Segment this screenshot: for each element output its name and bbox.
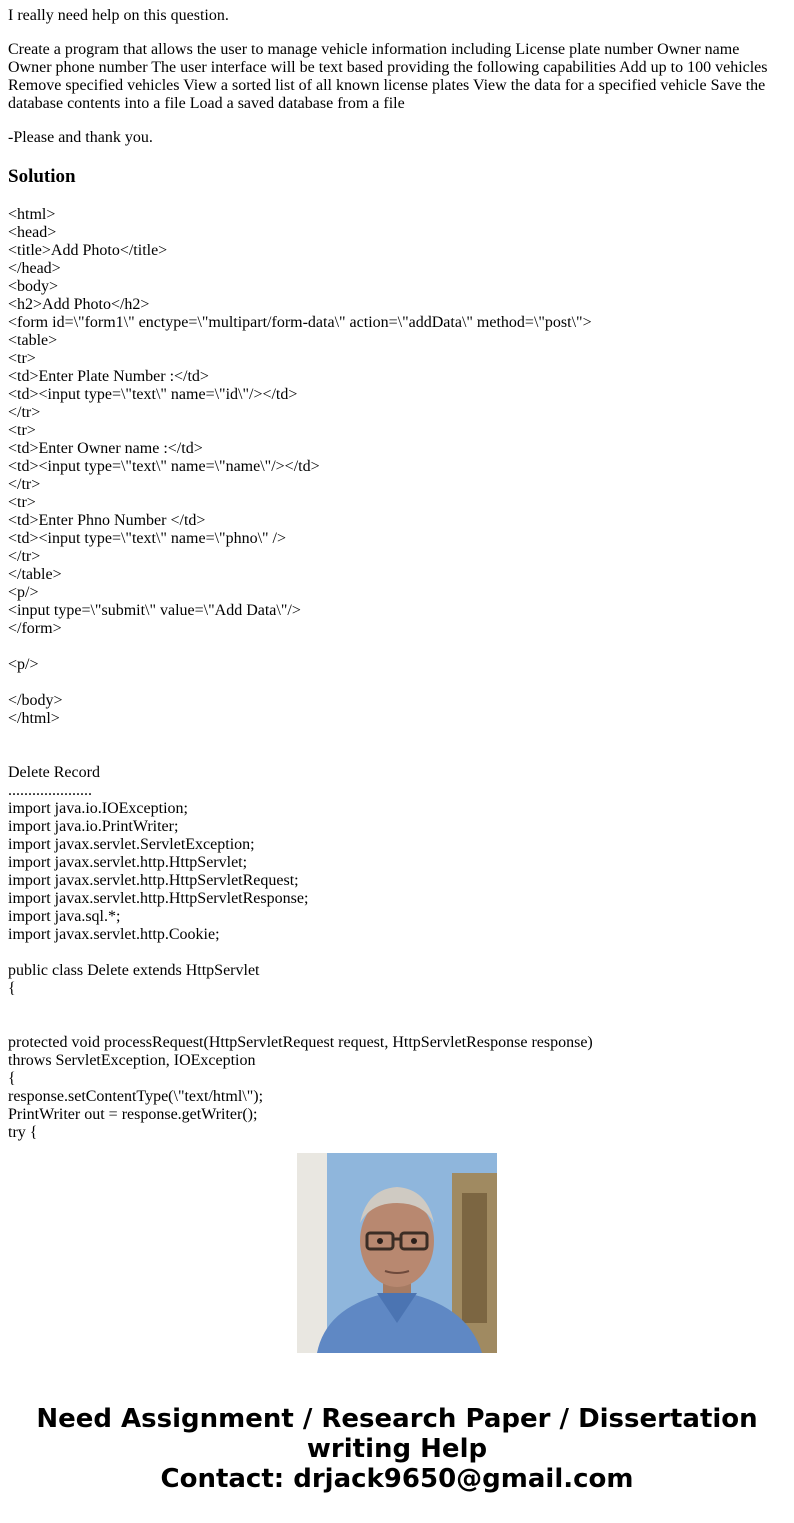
question-section bbox=[8, 0, 786, 188]
question-body: Create a program that allows the user to manage vehicle information including License plate number Owner name Owner phone number The user interface will be text based providing the following capabilities Add up to 100 vehicles Remove specified vehicles View a sorted list of all known license plates View the data for a specified vehicle Save the database contents into a file Load a saved database from a file bbox=[8, 41, 768, 112]
solution-heading: Solution bbox=[8, 166, 76, 187]
footer-line-2: writing Help bbox=[306, 1434, 488, 1464]
solution-code-block bbox=[8, 206, 786, 1141]
footer-contact: Contact: drjack9650@gmail.com bbox=[160, 1464, 634, 1494]
question-intro: I really need help on this question. bbox=[8, 7, 229, 24]
footer-banner bbox=[0, 1404, 794, 1494]
author-photo bbox=[297, 1153, 497, 1353]
author-avatar bbox=[297, 1153, 497, 1353]
footer-line-1: Need Assignment / Research Paper / Dissertation bbox=[36, 1404, 758, 1434]
question-closing: -Please and thank you. bbox=[8, 129, 153, 146]
solution-code: <html> <head> <title>Add Photo</title> </head> <body> <h2>Add Photo</h2> <form id=\"form1\" enctype=\"multipart/form-data\" action=\"addData\" method=\"post\"> <table> <tr> <td>Enter Plate Number :</td> <td><input type=\"text\" name=\"id\"/></td> </tr> <tr> <td>Enter Owner name :</td> <td><input type=\"text\" name=\"name\"/></td> </tr> <tr> <td>Enter Phno Number </td> <td><input type=\"text\" name=\"phno\" /> </tr> </table> <p/> <input type=\"submit\" value=\"Add Data\"/> </form> <p/> </body> </html> Delete Record ..................... import java.io.IOException; import java.io.PrintWriter; import javax.servlet.ServletException; import javax.servlet.http.HttpServlet; import javax.servlet.http.HttpServletRequest; import javax.servlet.http.HttpServletResponse; import java.sql.*; import javax.servlet.http.Cookie; public class Delete extends HttpServlet { protected void processRequest(HttpServletRequest request, HttpServletResponse response) throws ServletException, IOException { response.setContentType(\"text/html\"); PrintWriter out = response.getWriter(); try { bbox=[8, 206, 593, 1141]
